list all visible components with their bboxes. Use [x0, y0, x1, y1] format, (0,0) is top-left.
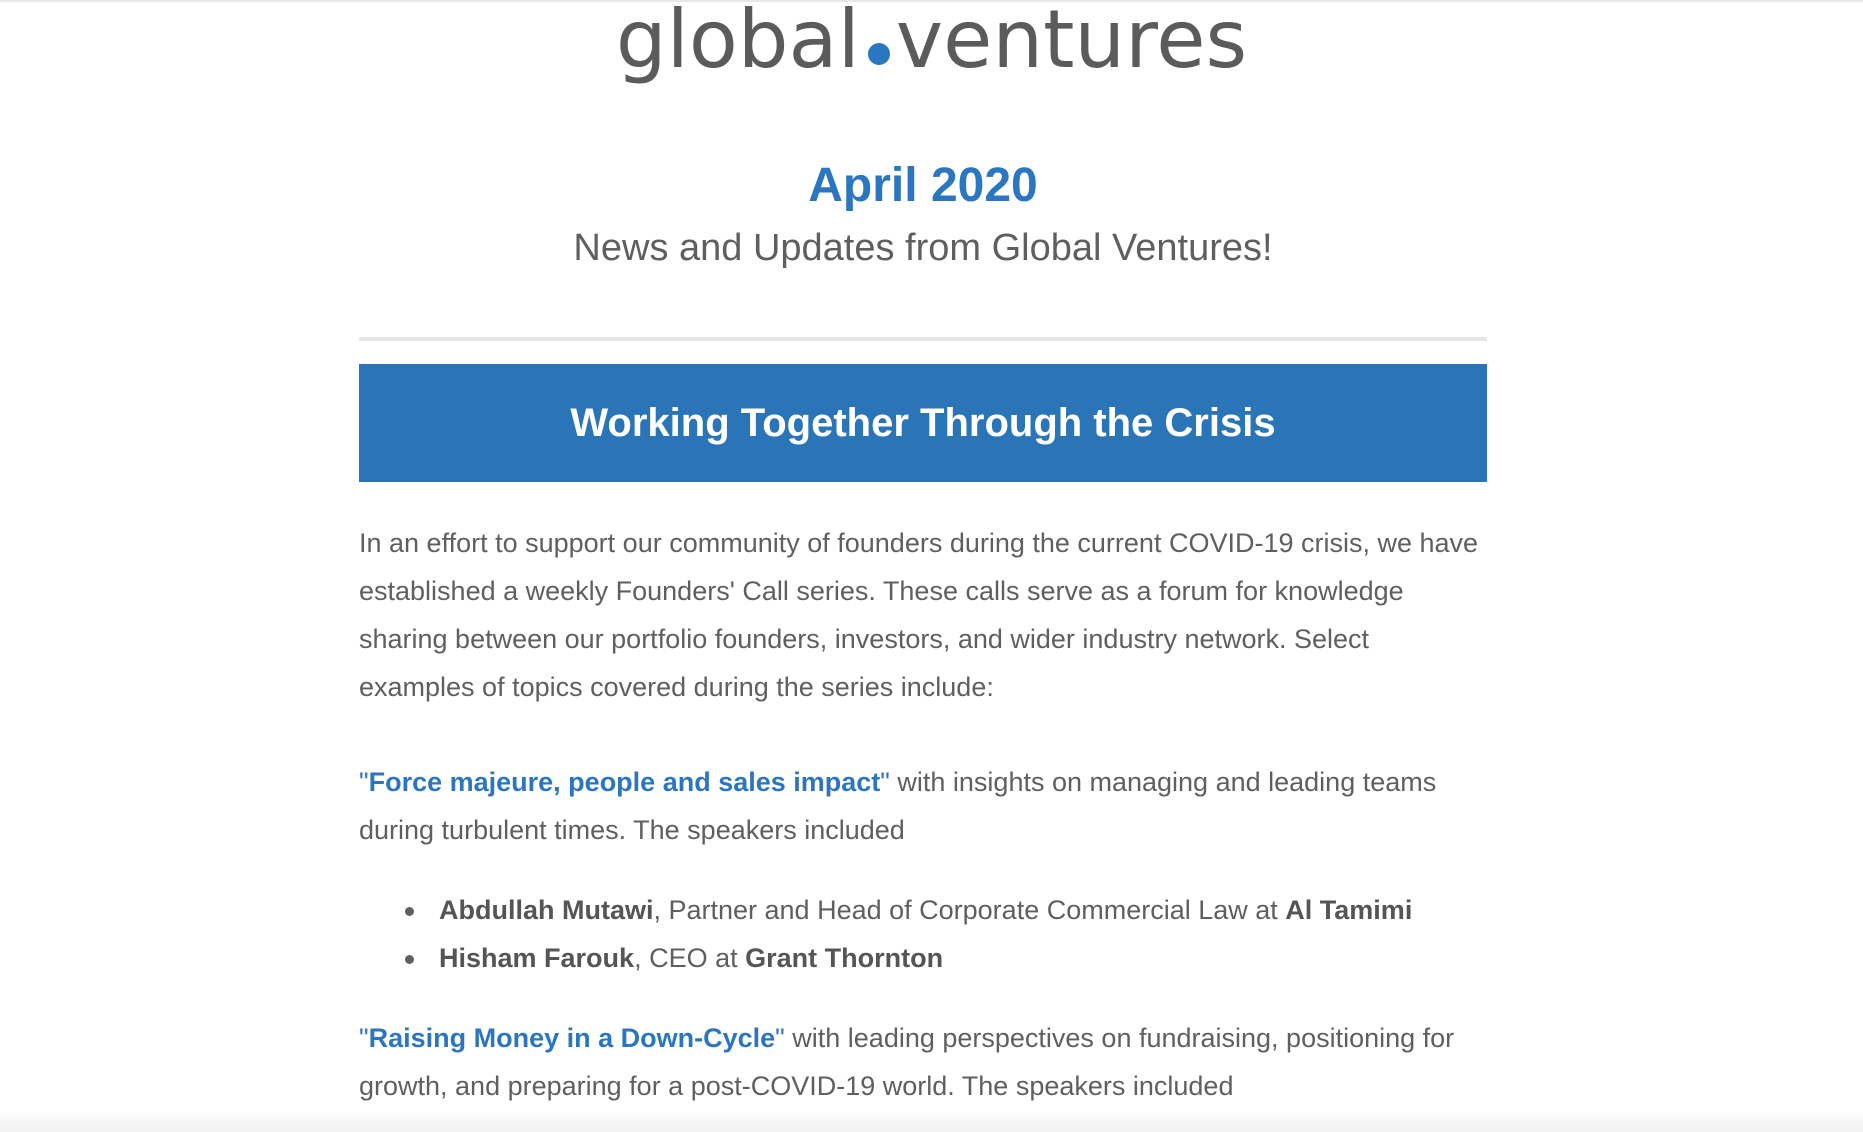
topic-paragraph-1 — [359, 758, 1487, 854]
global-ventures-logo[interactable] — [0, 0, 1863, 84]
intro-paragraph: In an effort to support our community of founders during the current COVID-19 crisis, we have established a weekly Founders' Call series. These calls serve as a forum for knowledge sharing between our portfolio founders, investors, and wider industry network. Select examples of topics covered during the series include: — [359, 528, 1479, 702]
topic-description-2: with leading perspectives on fundraising, positioning for growth, and preparing for a post-COVID-19 world. The speakers included — [359, 1023, 1455, 1101]
section-divider — [359, 337, 1487, 341]
quote-mark-close: " — [880, 767, 890, 797]
logo-word-global: global — [615, 0, 860, 86]
topic-description-1: with insights on managing and leading teams during turbulent times. The speakers included — [359, 767, 1437, 845]
quote-mark-open: " — [359, 767, 369, 797]
newsletter-month: April 2020 — [808, 159, 1038, 212]
speaker-role: , Partner and Head of Corporate Commercial Law at — [653, 895, 1286, 925]
speaker-name: Hisham Farouk — [439, 943, 635, 973]
section-title: Working Together Through the Crisis — [570, 400, 1276, 445]
logo-word-ventures: ventures — [895, 0, 1248, 86]
speaker-org: Grant Thornton — [745, 943, 944, 973]
speaker-list — [405, 886, 1412, 982]
topic-link-raising-money[interactable]: Raising Money in a Down-Cycle — [368, 1023, 776, 1053]
quote-mark-close: " — [775, 1023, 785, 1053]
newsletter-subtitle: News and Updates from Global Ventures! — [573, 227, 1273, 269]
logo-dot-icon — [868, 43, 890, 65]
speaker-role: , CEO at — [634, 943, 746, 973]
speaker-org: Al Tamimi — [1285, 895, 1413, 925]
topic-paragraph-2 — [359, 1014, 1487, 1110]
speaker-name: Abdullah Mutawi — [439, 895, 654, 925]
list-item — [405, 934, 1412, 982]
section-banner — [359, 364, 1487, 482]
quote-mark-open: " — [359, 1023, 369, 1053]
topic-link-force-majeure[interactable]: Force majeure, people and sales impact — [368, 767, 881, 797]
bottom-shadow — [0, 1110, 1863, 1132]
list-item — [405, 886, 1412, 934]
